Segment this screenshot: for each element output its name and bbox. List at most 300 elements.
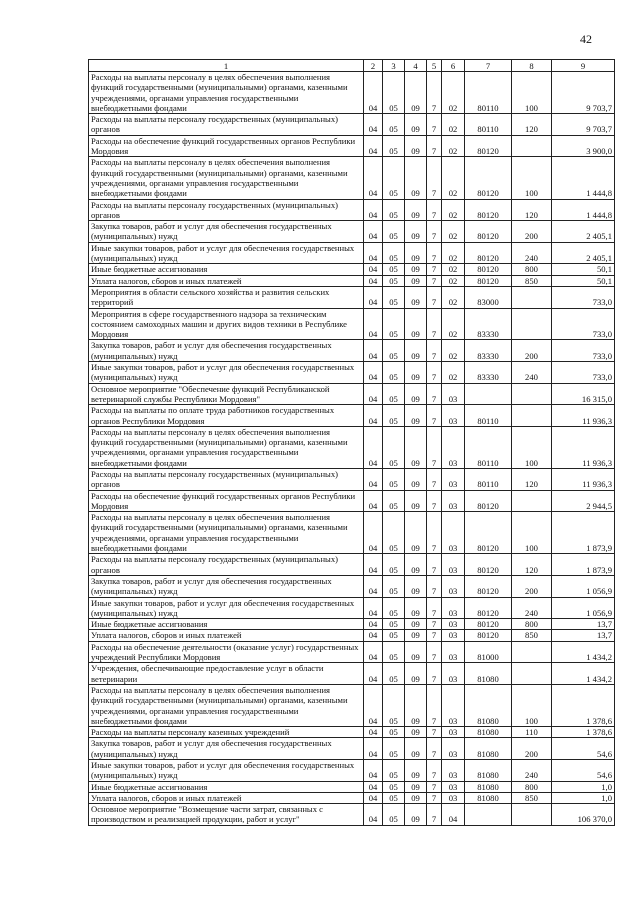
program-code: 09: [405, 405, 427, 427]
table-row: [89, 135, 615, 157]
section-code: 04: [364, 340, 383, 362]
section-code: 04: [364, 405, 383, 427]
subprogram-code: 7: [427, 792, 442, 803]
row-description: Расходы на обеспечение деятельности (оказание услуг) государственных учреждений Республики Мордовия: [89, 641, 364, 663]
section-code: 04: [364, 630, 383, 641]
row-description: Закупка товаров, работ и услуг для обеспечения государственных (муниципальных) нужд: [89, 575, 364, 597]
activity-code: 03: [442, 727, 465, 738]
direction-code: 80110: [465, 72, 512, 114]
section-code: 04: [364, 727, 383, 738]
activity-code: 03: [442, 405, 465, 427]
row-description: Расходы на выплаты персоналу государственных (муниципальных) органов: [89, 114, 364, 136]
subprogram-code: 7: [427, 760, 442, 782]
direction-code: 80120: [465, 157, 512, 199]
program-code: 09: [405, 512, 427, 554]
direction-code: 80120: [465, 221, 512, 243]
amount: 2 405,1: [552, 242, 615, 264]
subprogram-code: 7: [427, 619, 442, 630]
direction-code: 80110: [465, 114, 512, 136]
expense-type-code: [512, 383, 552, 405]
expense-type-code: [512, 641, 552, 663]
table-row: [89, 340, 615, 362]
subprogram-code: 7: [427, 286, 442, 308]
expense-type-code: [512, 135, 552, 157]
subprogram-code: 7: [427, 575, 442, 597]
subsection-code: 05: [383, 426, 405, 468]
activity-code: 02: [442, 157, 465, 199]
direction-code: 80120: [465, 275, 512, 286]
table-row: [89, 760, 615, 782]
subprogram-code: 7: [427, 684, 442, 726]
activity-code: 03: [442, 512, 465, 554]
expense-type-code: 100: [512, 157, 552, 199]
amount: 50,1: [552, 264, 615, 275]
activity-code: 03: [442, 641, 465, 663]
subprogram-code: 7: [427, 663, 442, 685]
activity-code: 03: [442, 760, 465, 782]
amount: 733,0: [552, 286, 615, 308]
row-description: Иные бюджетные ассигнования: [89, 619, 364, 630]
table-row: [89, 575, 615, 597]
table-row: [89, 512, 615, 554]
amount: 1 378,6: [552, 684, 615, 726]
program-code: 09: [405, 286, 427, 308]
activity-code: 03: [442, 597, 465, 619]
expense-type-code: 240: [512, 760, 552, 782]
section-code: 04: [364, 554, 383, 576]
direction-code: 81080: [465, 738, 512, 760]
row-description: Основное мероприятие "Обеспечение функций Республиканской ветеринарной службы Республики Мордовия": [89, 383, 364, 405]
program-code: 09: [405, 362, 427, 384]
direction-code: [465, 383, 512, 405]
row-description: Основное мероприятие "Возмещение части затрат, связанных с производством и реализацией продукции, работ и услуг": [89, 804, 364, 826]
amount: 1 434,2: [552, 641, 615, 663]
row-description: Расходы на выплаты персоналу государственных (муниципальных) органов: [89, 199, 364, 221]
row-description: Иные бюджетные ассигнования: [89, 264, 364, 275]
row-description: Закупка товаров, работ и услуг для обеспечения государственных (муниципальных) нужд: [89, 340, 364, 362]
amount: 733,0: [552, 340, 615, 362]
section-code: 04: [364, 426, 383, 468]
table-row: [89, 426, 615, 468]
subprogram-code: 7: [427, 114, 442, 136]
table-row: [89, 264, 615, 275]
program-code: 09: [405, 157, 427, 199]
subsection-code: 05: [383, 804, 405, 826]
direction-code: 81080: [465, 781, 512, 792]
expense-type-code: 800: [512, 619, 552, 630]
expense-type-code: 240: [512, 597, 552, 619]
row-description: Расходы на выплаты персоналу в целях обеспечения выполнения функций государственными (муниципальными) органами, казенными учреждениями, органами управления государственными внебюджетными фондами: [89, 512, 364, 554]
row-description: Иные бюджетные ассигнования: [89, 781, 364, 792]
subprogram-code: 7: [427, 221, 442, 243]
subprogram-code: 7: [427, 405, 442, 427]
program-code: 09: [405, 781, 427, 792]
activity-code: 02: [442, 199, 465, 221]
activity-code: 02: [442, 286, 465, 308]
program-code: 09: [405, 684, 427, 726]
section-code: 04: [364, 286, 383, 308]
activity-code: 02: [442, 135, 465, 157]
program-code: 09: [405, 619, 427, 630]
subprogram-code: 7: [427, 340, 442, 362]
activity-code: 03: [442, 383, 465, 405]
amount: 16 315,0: [552, 383, 615, 405]
direction-code: 80120: [465, 554, 512, 576]
subsection-code: 05: [383, 792, 405, 803]
direction-code: 80110: [465, 468, 512, 490]
program-code: 09: [405, 554, 427, 576]
budget-table: [88, 59, 615, 826]
subsection-code: 05: [383, 727, 405, 738]
amount: 1,0: [552, 792, 615, 803]
table-row: [89, 308, 615, 340]
expense-type-code: 200: [512, 738, 552, 760]
amount: 1 056,9: [552, 575, 615, 597]
amount: 1 378,6: [552, 727, 615, 738]
column-header: 5: [427, 60, 442, 72]
expense-type-code: 110: [512, 727, 552, 738]
subsection-code: 05: [383, 264, 405, 275]
table-row: [89, 362, 615, 384]
row-description: Закупка товаров, работ и услуг для обеспечения государственных (муниципальных) нужд: [89, 221, 364, 243]
table-row: [89, 663, 615, 685]
subprogram-code: 7: [427, 630, 442, 641]
row-description: Иные закупки товаров, работ и услуг для обеспечения государственных (муниципальных) нужд: [89, 242, 364, 264]
row-description: Уплата налогов, сборов и иных платежей: [89, 630, 364, 641]
program-code: 09: [405, 199, 427, 221]
amount: 9 703,7: [552, 72, 615, 114]
program-code: 09: [405, 630, 427, 641]
section-code: 04: [364, 199, 383, 221]
expense-type-code: 800: [512, 781, 552, 792]
table-row: [89, 275, 615, 286]
subprogram-code: 7: [427, 72, 442, 114]
subprogram-code: 7: [427, 597, 442, 619]
amount: 733,0: [552, 308, 615, 340]
amount: 106 370,0: [552, 804, 615, 826]
section-code: 04: [364, 641, 383, 663]
direction-code: 81000: [465, 641, 512, 663]
amount: 13,7: [552, 630, 615, 641]
expense-type-code: 850: [512, 630, 552, 641]
subsection-code: 05: [383, 242, 405, 264]
amount: 11 936,3: [552, 426, 615, 468]
amount: 50,1: [552, 275, 615, 286]
subsection-code: 05: [383, 286, 405, 308]
subprogram-code: 7: [427, 727, 442, 738]
program-code: 09: [405, 738, 427, 760]
subsection-code: 05: [383, 619, 405, 630]
table-row: [89, 554, 615, 576]
column-header: 3: [383, 60, 405, 72]
direction-code: 80120: [465, 199, 512, 221]
direction-code: 81080: [465, 760, 512, 782]
program-code: 09: [405, 490, 427, 512]
amount: 54,6: [552, 760, 615, 782]
subprogram-code: 7: [427, 275, 442, 286]
direction-code: 83330: [465, 362, 512, 384]
program-code: 09: [405, 641, 427, 663]
expense-type-code: 100: [512, 426, 552, 468]
row-description: Расходы на выплаты персоналу в целях обеспечения выполнения функций государственными (муниципальными) органами, казенными учреждениями, органами управления государственными внебюджетными фондами: [89, 72, 364, 114]
subsection-code: 05: [383, 340, 405, 362]
expense-type-code: 120: [512, 554, 552, 576]
section-code: 04: [364, 760, 383, 782]
direction-code: 80110: [465, 405, 512, 427]
activity-code: 03: [442, 792, 465, 803]
table-row: [89, 727, 615, 738]
program-code: 09: [405, 264, 427, 275]
subprogram-code: 7: [427, 738, 442, 760]
activity-code: 02: [442, 72, 465, 114]
column-header: 4: [405, 60, 427, 72]
section-code: 04: [364, 157, 383, 199]
table-row: [89, 199, 615, 221]
column-header: 7: [465, 60, 512, 72]
activity-code: 03: [442, 554, 465, 576]
activity-code: 02: [442, 340, 465, 362]
program-code: 09: [405, 242, 427, 264]
program-code: 09: [405, 468, 427, 490]
program-code: 09: [405, 308, 427, 340]
subsection-code: 05: [383, 72, 405, 114]
row-description: Расходы на выплаты персоналу в целях обеспечения выполнения функций государственными (муниципальными) органами, казенными учреждениями, органами управления государственными внебюджетными фондами: [89, 426, 364, 468]
table-row: [89, 597, 615, 619]
program-code: 09: [405, 426, 427, 468]
activity-code: 02: [442, 221, 465, 243]
column-header: 2: [364, 60, 383, 72]
amount: 3 900,0: [552, 135, 615, 157]
activity-code: 03: [442, 426, 465, 468]
subsection-code: 05: [383, 157, 405, 199]
program-code: 09: [405, 221, 427, 243]
section-code: 04: [364, 663, 383, 685]
table-row: [89, 619, 615, 630]
section-code: 04: [364, 792, 383, 803]
section-code: 04: [364, 575, 383, 597]
program-code: 09: [405, 760, 427, 782]
activity-code: 04: [442, 804, 465, 826]
table-body: [89, 72, 615, 826]
subsection-code: 05: [383, 575, 405, 597]
subsection-code: 05: [383, 275, 405, 286]
program-code: 09: [405, 383, 427, 405]
direction-code: 80120: [465, 264, 512, 275]
section-code: 04: [364, 275, 383, 286]
amount: 9 703,7: [552, 114, 615, 136]
program-code: 09: [405, 804, 427, 826]
table-row: [89, 792, 615, 803]
row-description: Расходы на выплаты персоналу в целях обеспечения выполнения функций государственными (муниципальными) органами, казенными учреждениями, органами управления государственными внебюджетными фондами: [89, 157, 364, 199]
direction-code: 83330: [465, 308, 512, 340]
expense-type-code: 100: [512, 512, 552, 554]
section-code: 04: [364, 221, 383, 243]
section-code: 04: [364, 804, 383, 826]
table-row: [89, 468, 615, 490]
expense-type-code: 200: [512, 221, 552, 243]
table-row: [89, 242, 615, 264]
subsection-code: 05: [383, 383, 405, 405]
row-description: Расходы на выплаты персоналу в целях обеспечения выполнения функций государственными (муниципальными) органами, казенными учреждениями, органами управления государственными внебюджетными фондами: [89, 684, 364, 726]
row-description: Уплата налогов, сборов и иных платежей: [89, 792, 364, 803]
row-description: Мероприятия в области сельского хозяйства и развития сельских территорий: [89, 286, 364, 308]
section-code: 04: [364, 242, 383, 264]
section-code: 04: [364, 72, 383, 114]
subprogram-code: 7: [427, 242, 442, 264]
direction-code: 81080: [465, 684, 512, 726]
expense-type-code: [512, 286, 552, 308]
amount: 54,6: [552, 738, 615, 760]
program-code: 09: [405, 114, 427, 136]
direction-code: 81080: [465, 727, 512, 738]
subsection-code: 05: [383, 135, 405, 157]
amount: 1 444,8: [552, 199, 615, 221]
table-row: [89, 114, 615, 136]
row-description: Расходы на обеспечение функций государственных органов Республики Мордовия: [89, 490, 364, 512]
subprogram-code: 7: [427, 426, 442, 468]
expense-type-code: [512, 490, 552, 512]
subsection-code: 05: [383, 468, 405, 490]
page-number: 42: [580, 32, 592, 46]
row-description: Расходы на выплаты по оплате труда работников государственных органов Республики Мордовия: [89, 405, 364, 427]
amount: 2 405,1: [552, 221, 615, 243]
direction-code: 83330: [465, 340, 512, 362]
table-row: [89, 630, 615, 641]
row-description: Расходы на выплаты персоналу казенных учреждений: [89, 727, 364, 738]
expense-type-code: [512, 804, 552, 826]
expense-type-code: 800: [512, 264, 552, 275]
activity-code: 02: [442, 242, 465, 264]
subsection-code: 05: [383, 684, 405, 726]
subsection-code: 05: [383, 663, 405, 685]
direction-code: 81080: [465, 663, 512, 685]
subsection-code: 05: [383, 738, 405, 760]
direction-code: 80120: [465, 597, 512, 619]
section-code: 04: [364, 781, 383, 792]
table-row: [89, 738, 615, 760]
amount: 1,0: [552, 781, 615, 792]
expense-type-code: 100: [512, 72, 552, 114]
activity-code: 03: [442, 684, 465, 726]
column-header: 1: [89, 60, 364, 72]
row-description: Расходы на обеспечение функций государственных органов Республики Мордовия: [89, 135, 364, 157]
row-description: Учреждения, обеспечивающие предоставление услуг в области ветеринарии: [89, 663, 364, 685]
subprogram-code: 7: [427, 468, 442, 490]
amount: 11 936,3: [552, 405, 615, 427]
activity-code: 03: [442, 738, 465, 760]
table-row: [89, 641, 615, 663]
row-description: Мероприятия в сфере государственного надзора за техническим состоянием самоходных машин и других видов техники в Республике Мордовия: [89, 308, 364, 340]
expense-type-code: 100: [512, 684, 552, 726]
subsection-code: 05: [383, 490, 405, 512]
subprogram-code: 7: [427, 804, 442, 826]
amount: 1 444,8: [552, 157, 615, 199]
program-code: 09: [405, 340, 427, 362]
activity-code: 03: [442, 619, 465, 630]
subsection-code: 05: [383, 641, 405, 663]
direction-code: 83000: [465, 286, 512, 308]
subprogram-code: 7: [427, 264, 442, 275]
row-description: Расходы на выплаты персоналу государственных (муниципальных) органов: [89, 554, 364, 576]
direction-code: 80120: [465, 619, 512, 630]
subprogram-code: 7: [427, 157, 442, 199]
program-code: 09: [405, 792, 427, 803]
expense-type-code: [512, 308, 552, 340]
table-row: [89, 72, 615, 114]
direction-code: 80120: [465, 575, 512, 597]
amount: 13,7: [552, 619, 615, 630]
expense-type-code: [512, 405, 552, 427]
subsection-code: 05: [383, 405, 405, 427]
subsection-code: 05: [383, 512, 405, 554]
program-code: 09: [405, 72, 427, 114]
activity-code: 03: [442, 468, 465, 490]
subprogram-code: 7: [427, 490, 442, 512]
activity-code: 02: [442, 275, 465, 286]
section-code: 04: [364, 619, 383, 630]
section-code: 04: [364, 362, 383, 384]
section-code: 04: [364, 738, 383, 760]
direction-code: 80120: [465, 135, 512, 157]
subprogram-code: 7: [427, 554, 442, 576]
activity-code: 03: [442, 490, 465, 512]
amount: 1 056,9: [552, 597, 615, 619]
section-code: 04: [364, 468, 383, 490]
expense-type-code: 120: [512, 114, 552, 136]
subprogram-code: 7: [427, 362, 442, 384]
amount: 11 936,3: [552, 468, 615, 490]
table-row: [89, 221, 615, 243]
subprogram-code: 7: [427, 512, 442, 554]
subsection-code: 05: [383, 308, 405, 340]
program-code: 09: [405, 135, 427, 157]
section-code: 04: [364, 114, 383, 136]
expense-type-code: 200: [512, 340, 552, 362]
activity-code: 03: [442, 630, 465, 641]
subsection-code: 05: [383, 221, 405, 243]
column-header: 9: [552, 60, 615, 72]
table-row: [89, 405, 615, 427]
table-row: [89, 383, 615, 405]
activity-code: 03: [442, 781, 465, 792]
section-code: 04: [364, 135, 383, 157]
activity-code: 02: [442, 362, 465, 384]
subsection-code: 05: [383, 781, 405, 792]
subprogram-code: 7: [427, 781, 442, 792]
program-code: 09: [405, 575, 427, 597]
row-description: Расходы на выплаты персоналу государственных (муниципальных) органов: [89, 468, 364, 490]
table-row: [89, 804, 615, 826]
amount: 1 873,9: [552, 512, 615, 554]
section-code: 04: [364, 597, 383, 619]
row-description: Иные закупки товаров, работ и услуг для обеспечения государственных (муниципальных) нужд: [89, 362, 364, 384]
expense-type-code: 120: [512, 468, 552, 490]
direction-code: 80120: [465, 630, 512, 641]
subsection-code: 05: [383, 760, 405, 782]
column-header: 8: [512, 60, 552, 72]
subsection-code: 05: [383, 362, 405, 384]
activity-code: 02: [442, 264, 465, 275]
table-row: [89, 781, 615, 792]
table-row: [89, 490, 615, 512]
amount: 1 434,2: [552, 663, 615, 685]
section-code: 04: [364, 264, 383, 275]
amount: 733,0: [552, 362, 615, 384]
activity-code: 02: [442, 308, 465, 340]
subprogram-code: 7: [427, 383, 442, 405]
direction-code: 80120: [465, 512, 512, 554]
program-code: 09: [405, 275, 427, 286]
